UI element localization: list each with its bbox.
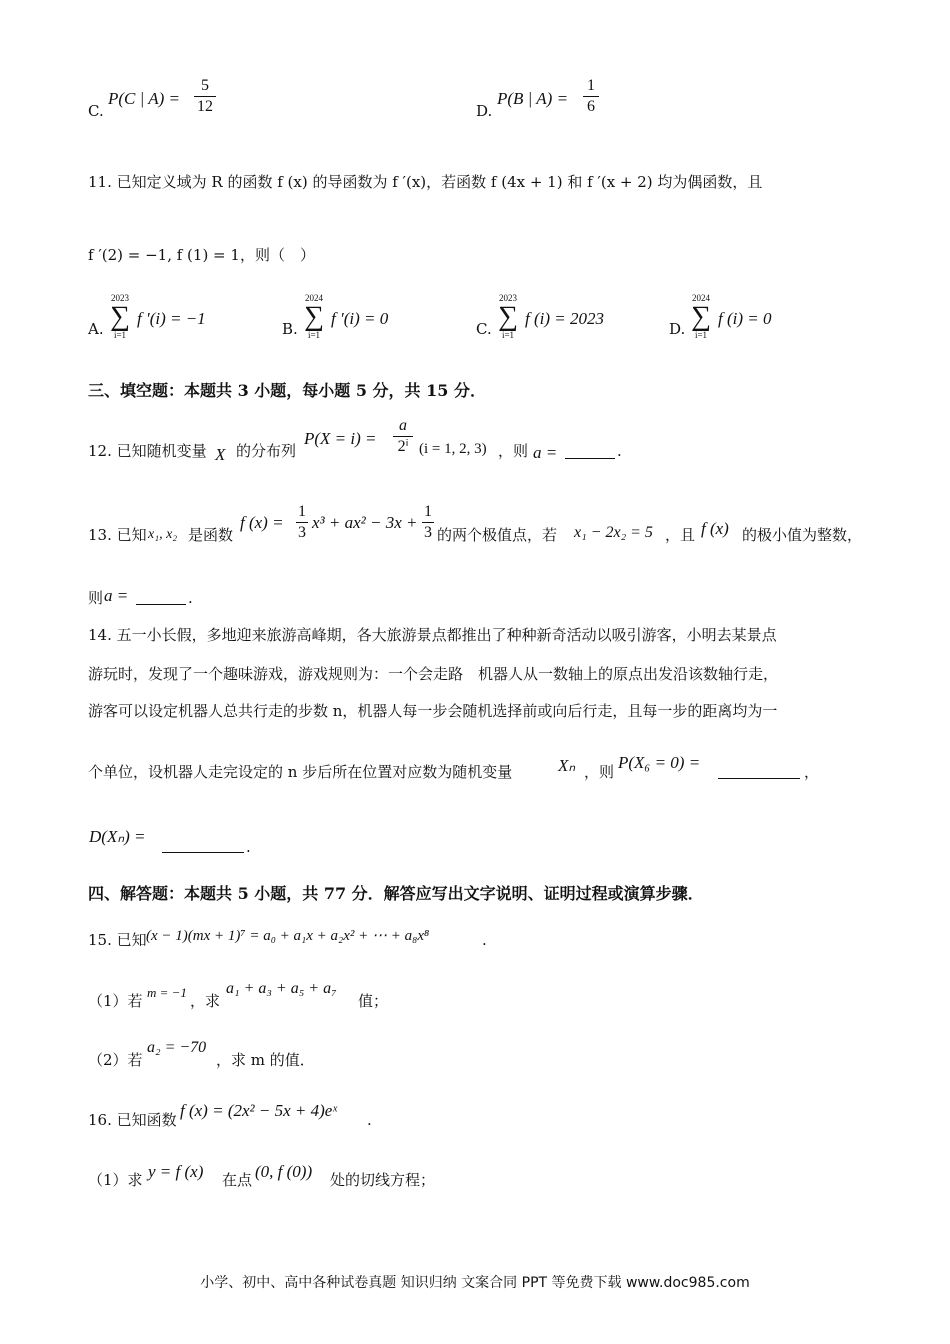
q12-denominator: 2ⁱ — [397, 438, 409, 455]
q11-option-b-expr: f ′(i) = 0 — [331, 309, 389, 328]
q13-vars: x₁, x₂ — [148, 527, 178, 542]
q13-mid2: 的两个极值点，若 — [437, 526, 558, 544]
q13-expr2: x³ + ax² − 3x + — [312, 513, 418, 532]
q11-option-a-sum — [108, 294, 132, 340]
q16-end: . — [367, 1111, 372, 1129]
q12-prefix: 12. 已知随机变量 — [88, 442, 207, 460]
q11-option-c-expr: f (i) = 2023 — [525, 309, 604, 328]
q13-mid3: ，且 — [665, 526, 696, 544]
sigma-icon: ∑ — [691, 301, 711, 332]
q11-option-b-label: B. — [282, 320, 298, 338]
q12-answer-label: a = — [533, 443, 558, 462]
q13-fraction-1-num: 1 — [298, 503, 306, 520]
q14-line2: 游玩时，发现了一个趣味游戏，游戏规则为：一个会走路 机器人从一数轴上的原点出发沿该数轴行走， — [88, 665, 779, 683]
q14-p-blank[interactable] — [718, 764, 800, 782]
q14-d-blank[interactable] — [162, 838, 244, 856]
sigma-icon: ∑ — [304, 301, 324, 332]
q11-option-c-sum — [496, 294, 520, 340]
q13-fraction-1-den: 3 — [298, 524, 306, 541]
q11-option-d-label: D. — [669, 320, 686, 338]
q15-part1-m: m = −1 — [147, 985, 187, 1000]
q11-option-a-expr: f ′(i) = −1 — [137, 309, 206, 328]
q16-part1-a: （1）求 — [88, 1171, 143, 1189]
q13-expr1: f (x) = — [240, 513, 284, 532]
page-footer: 小学、初中、高中各种试卷真题 知识归纳 文案合同 PPT 等免费下载 www.doc985.com — [200, 1275, 750, 1291]
q15-part1-sum: a₁ + a₃ + a₅ + a₇ — [226, 980, 337, 997]
q11-option-d-expr: f (i) = 0 — [718, 309, 772, 328]
q10-option-d-expr: P(B | A) = — [497, 89, 569, 108]
q10-option-d-denominator: 6 — [587, 98, 595, 115]
q15-part1-a: （1）若 — [88, 992, 143, 1010]
q13-fraction-1 — [296, 504, 308, 541]
q10-option-c-denominator: 12 — [197, 98, 213, 115]
q15-expr: (x − 1)(mx + 1)⁷ = a₀ + a₁x + a₂x² + ⋯ + a₈x⁸ — [146, 928, 430, 944]
q11-option-c-label: C. — [476, 320, 492, 338]
q16-part1-y: y = f (x) — [148, 1162, 204, 1181]
q14-line1: 14. 五一小长假，多地迎来旅游高峰期，各大旅游景点都推出了种种新奇活动以吸引游客，小明去某景点 — [88, 626, 777, 644]
q14-line4a: 个单位，设机器人走完设定的 n 步后所在位置对应数为随机变量 — [88, 763, 513, 781]
q14-d-expr: D(Xₙ) = — [89, 827, 146, 846]
q10-option-c-fraction — [194, 78, 216, 115]
q11-option-d-lower: i=1 — [694, 330, 708, 340]
q15-part2-b: ，求 m 的值． — [216, 1051, 315, 1069]
q12-expr: P(X = i) = — [304, 429, 377, 448]
q13-tail: 的极小值为整数， — [742, 526, 863, 544]
q10-option-d-fraction — [583, 78, 599, 115]
q11-stem-line2: f ′(2) = −1, f (1) = 1，则（ ） — [88, 246, 315, 264]
q11-option-a-lower: i=1 — [113, 330, 127, 340]
q15-end: . — [482, 931, 487, 949]
q13-prefix: 13. 已知 — [88, 526, 147, 544]
q15-part1-c: 值； — [358, 992, 389, 1010]
q11-option-b-lower: i=1 — [307, 330, 321, 340]
q13-answer-blank[interactable] — [136, 590, 186, 608]
q10-option-c-numerator: 5 — [201, 77, 209, 94]
sigma-icon: ∑ — [110, 301, 130, 332]
sigma-icon: ∑ — [498, 301, 518, 332]
q13-end: . — [188, 589, 193, 607]
q16-expr: f (x) = (2x² − 5x + 4)eˣ — [180, 1101, 338, 1120]
q15-part2-a: （2）若 — [88, 1051, 143, 1069]
q10-option-d-label: D. — [476, 102, 493, 120]
q10-option-c-expr: P(C | A) = — [108, 89, 181, 108]
q12-fraction — [393, 418, 413, 455]
q12-condition: (i = 1, 2, 3) — [419, 441, 487, 457]
q14-xn: Xₙ — [558, 756, 576, 775]
q13-line2-prefix: 则 — [88, 589, 104, 607]
section-4-heading: 四、解答题：本题共 5 小题，共 77 分．解答应写出文字说明、证明过程或演算步骤． — [88, 884, 704, 903]
q11-option-a-label: A. — [88, 320, 104, 338]
q16-part1-point: (0, f (0)) — [255, 1162, 313, 1181]
q11-option-c-upper: 2023 — [499, 293, 517, 303]
q11-option-d-upper: 2024 — [692, 293, 710, 303]
q12-answer-blank[interactable] — [565, 444, 615, 462]
q14-line3: 游客可以设定机器人总共行走的步数 n，机器人每一步会随机选择前或向后行走，且每一步的距离均为一 — [88, 702, 778, 720]
q13-fraction-2-den: 3 — [424, 524, 432, 541]
q10-option-c-label: C. — [88, 102, 104, 120]
q11-option-c-lower: i=1 — [501, 330, 515, 340]
q16-part1-b: 在点 — [222, 1171, 253, 1189]
q12-var: X — [215, 445, 226, 464]
q10-option-d-numerator: 1 — [587, 77, 595, 94]
q12-end: . — [617, 442, 622, 460]
q12-tail: ，则 — [498, 442, 529, 460]
q16-prefix: 16. 已知函数 — [88, 1111, 177, 1129]
q11-option-a-upper: 2023 — [111, 293, 129, 303]
q13-condition: x₁ − 2x₂ = 5 — [574, 524, 653, 541]
q11-option-d-sum — [689, 294, 713, 340]
q13-answer-label: a = — [104, 586, 129, 605]
q14-line4b: ，则 — [584, 763, 615, 781]
q14-p-expr: P(X₆ = 0) = — [618, 753, 701, 772]
q14-end: . — [246, 838, 251, 856]
q11-option-b-sum — [302, 294, 326, 340]
q14-comma: ， — [804, 763, 820, 781]
q11-option-b-upper: 2024 — [305, 293, 323, 303]
q15-part1-b: ，求 — [190, 992, 221, 1010]
q13-fraction-2 — [422, 504, 434, 541]
q13-fx: f (x) — [701, 519, 729, 538]
q12-numerator: a — [399, 417, 407, 434]
q11-stem-line1: 11. 已知定义域为 R 的函数 f (x) 的导函数为 f ′(x)，若函数 f (4x + 1) 和 f ′(x + 2) 均为偶函数，且 — [88, 173, 763, 191]
q15-part2-a2: a₂ = −70 — [147, 1039, 207, 1056]
q13-mid1: 是函数 — [188, 526, 234, 544]
q13-fraction-2-num: 1 — [424, 503, 432, 520]
section-3-heading: 三、填空题：本题共 3 小题，每小题 5 分，共 15 分． — [88, 381, 486, 400]
q15-prefix: 15. 已知 — [88, 931, 147, 949]
q16-part1-c: 处的切线方程； — [330, 1171, 436, 1189]
q12-mid: 的分布列 — [236, 442, 297, 460]
